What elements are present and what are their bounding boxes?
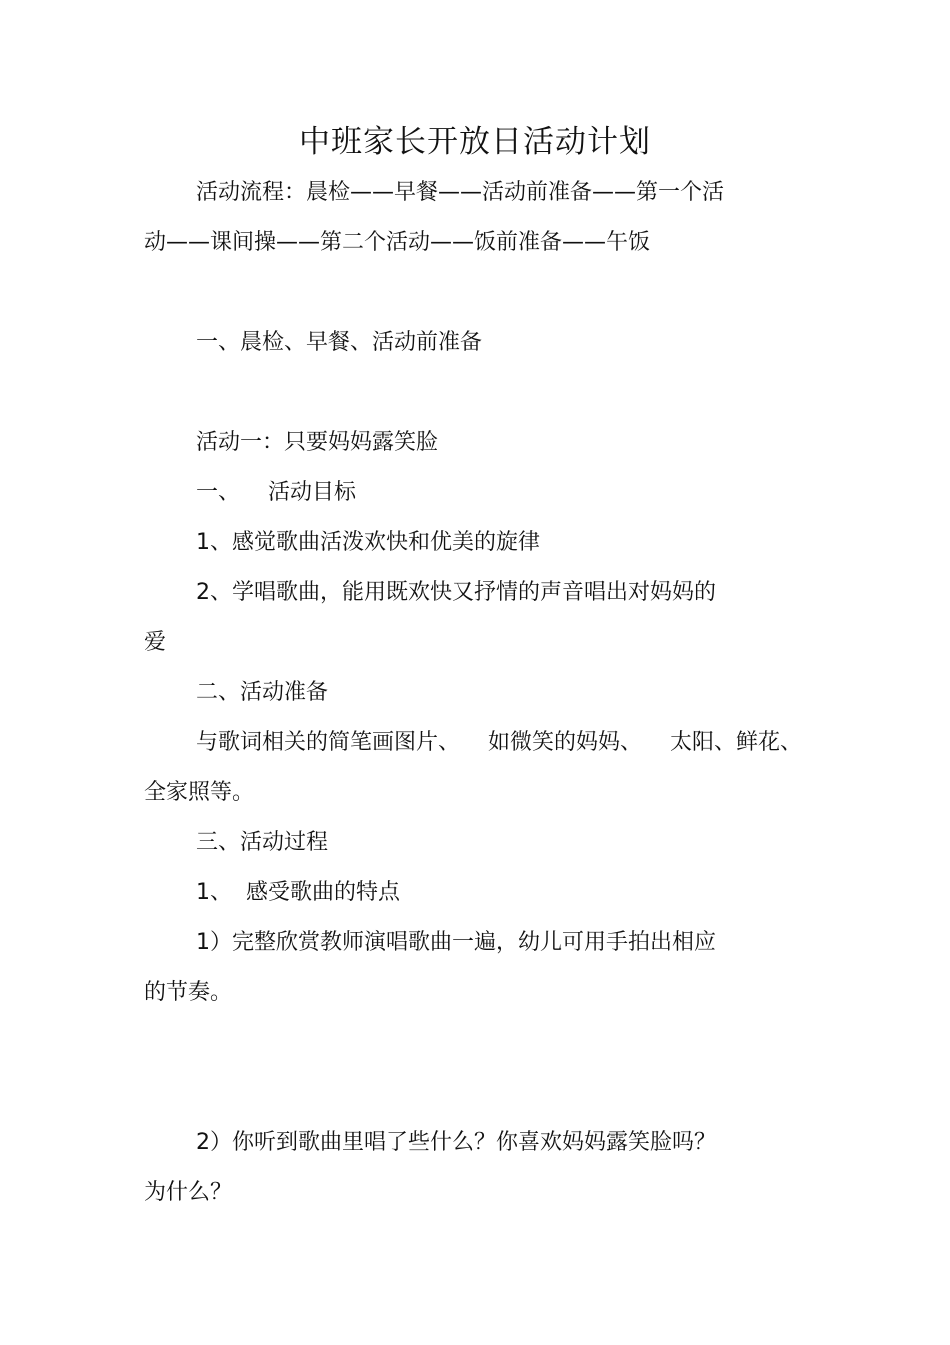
goal-item-1: 1、感觉歌曲活泼欢快和优美的旋律 [196, 530, 540, 555]
document-title: 中班家长开放日活动计划 [299, 124, 651, 160]
goal-heading-number: 一、 [196, 480, 241, 505]
step2-line-1: 2）你听到歌曲里唱了些什么？你喜欢妈妈露笑脸吗？ [196, 1130, 716, 1155]
step1-line-1: 1）完整欣赏教师演唱歌曲一遍，幼儿可用手拍出相应 [196, 930, 716, 955]
process-step-text: 感受歌曲的特点 [246, 880, 401, 905]
goal-item-2-line-2: 爱 [144, 630, 167, 655]
section1-heading: 一、晨检、早餐、活动前准备 [196, 330, 483, 355]
goal-heading [196, 478, 356, 508]
prep-line-2: 全家照等。 [144, 780, 255, 805]
goal-heading-text: 活动目标 [268, 480, 357, 505]
activity1-title: 活动一：只要妈妈露笑脸 [196, 430, 439, 455]
process-step-number: 1、 [196, 880, 232, 905]
process-heading: 三、活动过程 [196, 830, 329, 855]
step2-line-2: 为什么？ [144, 1180, 233, 1205]
prep-text-a: 与歌词相关的简笔画图片、 [196, 730, 461, 755]
process-step-1 [196, 878, 400, 908]
step1-line-2: 的节奏。 [144, 980, 233, 1005]
prep-line-1 [196, 728, 802, 758]
flow-line-1: 活动流程：晨检——早餐——活动前准备——第一个活 [196, 180, 725, 205]
flow-line-2: 动——课间操——第二个活动——饭前准备——午饭 [144, 230, 651, 255]
prep-heading: 二、活动准备 [196, 680, 329, 705]
prep-text-b: 如微笑的妈妈、 [488, 730, 643, 755]
prep-text-c: 太阳、鲜花、 [670, 730, 803, 755]
goal-item-2-line-1: 2、学唱歌曲，能用既欢快又抒情的声音唱出对妈妈的 [196, 580, 716, 605]
